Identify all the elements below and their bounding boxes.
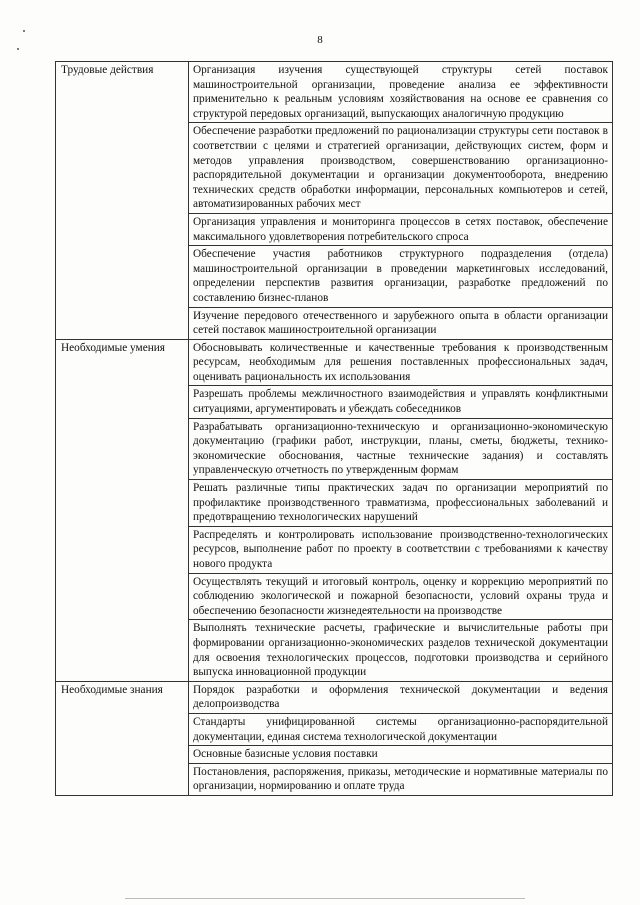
table-row <box>56 339 613 386</box>
requirement-item: Обосновывать количественные и качественные требования к производственным ресурсам, необходимым для решения поставленных профессиональных задач, оценивать рациональность их использования <box>189 339 613 386</box>
requirement-item: Основные базисные условия поставки <box>189 746 613 764</box>
section-label: Необходимые знания <box>56 681 189 795</box>
requirement-item: Решать различные типы практических задач по организации мероприятий по профилактике производственного травматизма, профессиональных заболеваний и предотвращению технологических нарушений <box>189 480 613 527</box>
page-number: 8 <box>317 34 323 46</box>
requirement-item: Обеспечение участия работников структурного подразделения (отдела) машиностроительной организации в проведении маркетинговых исследований, определении перспектив развития организации, разработке предложений по составлению бизнес-планов <box>189 246 613 307</box>
requirement-item: Организация управления и мониторинга процессов в сетях поставок, обеспечение максимального удовлетворения потребительского спроса <box>189 213 613 245</box>
competency-table-body <box>56 62 613 796</box>
requirement-item: Разрешать проблемы межличностного взаимодействия и управлять конфликтными ситуациями, аргументировать и убеждать собеседников <box>189 386 613 418</box>
competency-table <box>55 61 613 796</box>
table-row <box>56 62 613 123</box>
requirement-item: Постановления, распоряжения, приказы, методические и нормативные материалы по организации, нормированию и оплате труда <box>189 763 613 795</box>
requirement-item: Стандарты унифицированной системы организационно-распорядительной документации, единая система технологической документации <box>189 713 613 745</box>
scan-edge-line <box>125 898 525 899</box>
requirement-item: Осуществлять текущий и итоговый контроль, оценку и коррекцию мероприятий по соблюдению экологической и пожарной безопасности, условий охраны труда и обеспечению безопасности жизнедеятельности на производстве <box>189 573 613 620</box>
requirement-item: Выполнять технические расчеты, графические и вычислительные работы при формировании организационно-экономических разделов технической документации для освоения технологических процессов, подготовки производства и серийного выпуска инновационной продукции <box>189 620 613 681</box>
requirement-item: Изучение передового отечественного и зарубежного опыта в области организации сетей поставок машиностроительной организации <box>189 307 613 339</box>
section-label: Трудовые действия <box>56 62 189 340</box>
requirement-item: Организация изучения существующей структуры сетей поставок машиностроительной организации, проведение анализа ее эффективности применительно к реальным условиям хозяйствования на основе ее сравнения со структурой передовых организаций, выпускающих аналогичную продукцию <box>189 62 613 123</box>
requirement-item: Разрабатывать организационно-техническую и организационно-экономическую документацию (графики работ, инструкции, планы, сметы, бюджеты, технико-экономические обоснования, частные технические задания) и составлять управленческую отчетность по утвержденным формам <box>189 418 613 479</box>
requirement-item: Распределять и контролировать использование производственно-технологических ресурсов, выполнение работ по проекту в соответствии с требованиями к качеству нового продукта <box>189 526 613 573</box>
requirement-item: Обеспечение разработки предложений по рационализации структуры сети поставок в соответствии с целями и стратегией организации, действующих систем, форм и методов управления производством, совершенствованию организационно-распорядительной документации и организации документооборота, внедрению технических средств обработки информации, персональных компьютеров и сетей, автоматизированных рабочих мест <box>189 123 613 214</box>
section-label: Необходимые умения <box>56 339 189 681</box>
scan-speck <box>23 30 25 32</box>
scan-speck <box>17 48 19 50</box>
requirement-item: Порядок разработки и оформления технической документации и ведения делопроизводства <box>189 681 613 713</box>
table-row <box>56 681 613 713</box>
